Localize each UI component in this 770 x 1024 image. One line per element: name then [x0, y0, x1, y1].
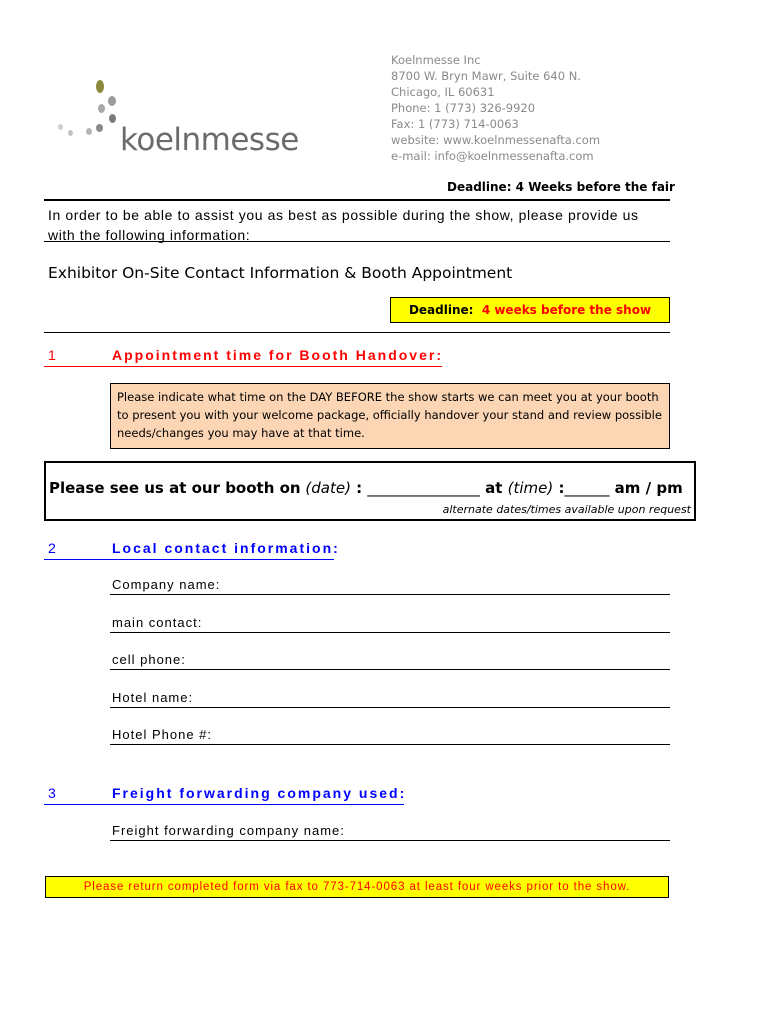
time-input[interactable]: ______: [564, 479, 610, 497]
section-3-underline: [44, 804, 404, 805]
main-contact-input[interactable]: [110, 632, 670, 633]
logo-dot: [109, 114, 116, 123]
main-contact-label: main contact:: [112, 615, 203, 630]
date-input[interactable]: _______________: [367, 479, 480, 497]
deadline-value: 4 weeks before the show: [481, 303, 652, 317]
company-city: Chicago, IL 60631: [391, 85, 495, 99]
company-fax: Fax: 1 (773) 714-0063: [391, 117, 519, 131]
hotel-name-input[interactable]: [110, 707, 670, 708]
logo-dot: [58, 124, 63, 130]
freight-company-label: Freight forwarding company name:: [112, 823, 345, 838]
company-name-input[interactable]: [110, 594, 670, 595]
deadline-label: Deadline:: [408, 303, 474, 317]
cell-phone-label: cell phone:: [112, 652, 186, 667]
section-2-underline: [44, 559, 334, 560]
booth-appointment-box: [44, 461, 696, 521]
hotel-phone-input[interactable]: [110, 744, 670, 745]
booth-handover-note: Please indicate what time on the DAY BEFORE the show starts we can meet you at your booth to present you with your welcome package, officially handover your stand and review possible needs/changes you may have at that time.: [110, 383, 670, 449]
logo-dot: [96, 124, 103, 132]
hotel-name-label: Hotel name:: [112, 690, 194, 705]
company-phone: Phone: 1 (773) 326-9920: [391, 101, 536, 115]
logo-dot: [108, 96, 116, 106]
divider: [44, 241, 670, 242]
section-2-number: 2: [48, 540, 57, 556]
date-label: (date): [305, 479, 351, 497]
logo-wordmark: koelnmesse: [120, 122, 299, 158]
company-website[interactable]: website: www.koelnmessenafta.com: [391, 133, 601, 147]
time-label: (time): [507, 479, 554, 497]
intro-text: In order to be able to assist you as best as possible during the show, please provide us with the following information:: [48, 207, 639, 243]
koelnmesse-logo: [52, 78, 312, 164]
divider: [44, 332, 670, 333]
freight-company-input[interactable]: [110, 840, 670, 841]
logo-dot: [96, 80, 104, 93]
alternate-note: alternate dates/times available upon request: [442, 503, 691, 516]
deadline-header: Deadline: 4 Weeks before the fair: [447, 180, 675, 194]
at-label: at: [479, 479, 508, 497]
date-colon: :: [350, 479, 368, 497]
form-heading: Exhibitor On-Site Contact Information & Booth Appointment: [48, 264, 513, 282]
company-address: [391, 52, 600, 164]
cell-phone-input[interactable]: [110, 669, 670, 670]
divider: [44, 199, 670, 201]
hotel-phone-label: Hotel Phone #:: [112, 727, 213, 742]
section-2-title: Local contact information:: [112, 540, 340, 556]
company-street: 8700 W. Bryn Mawr, Suite 640 N.: [391, 69, 581, 83]
company-name: Koelnmesse Inc: [391, 53, 481, 67]
am-pm-label: am / pm: [609, 479, 683, 497]
logo-dot: [86, 128, 92, 135]
logo-dot: [68, 130, 73, 136]
section-3-title: Freight forwarding company used:: [112, 785, 407, 801]
return-instructions: [45, 876, 669, 898]
time-colon: :: [553, 479, 565, 497]
booth-prefix: Please see us at our booth on: [49, 479, 301, 497]
logo-dot: [98, 104, 105, 113]
section-1-underline: [44, 366, 442, 367]
booth-appointment-line: [49, 479, 683, 497]
section-1-number: 1: [48, 347, 57, 363]
company-email[interactable]: e-mail: info@koelnmessenafta.com: [391, 149, 594, 163]
section-3-number: 3: [48, 785, 57, 801]
section-1-title: Appointment time for Booth Handover:: [112, 347, 443, 363]
return-instructions-text: Please return completed form via fax to 773-714-0063 at least four weeks prior to the show.: [83, 881, 631, 893]
company-name-label: Company name:: [112, 577, 221, 592]
deadline-box: [390, 297, 670, 323]
